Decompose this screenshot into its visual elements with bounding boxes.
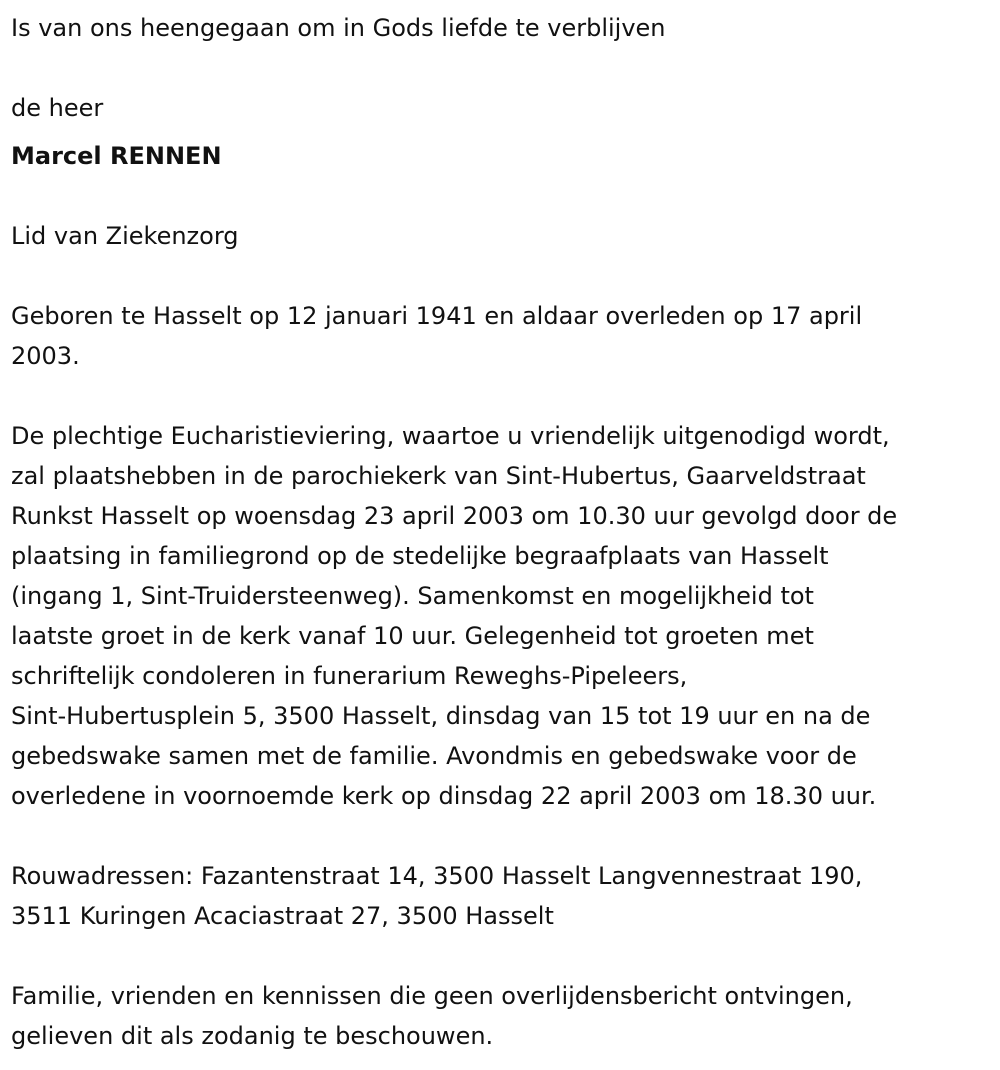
spacer xyxy=(11,936,980,976)
ceremony-paragraph xyxy=(11,416,980,816)
spacer xyxy=(11,48,980,88)
spacer xyxy=(11,176,980,216)
ceremony-line: plaatsing in familiegrond op de stedelijke begraafplaats van Hasselt xyxy=(11,542,829,570)
membership-line: Lid van Ziekenzorg xyxy=(11,222,239,250)
mourning-addresses-paragraph xyxy=(11,856,980,936)
deceased-name: Marcel RENNEN xyxy=(11,142,222,170)
ceremony-line: overledene in voornoemde kerk op dinsdag 22 april 2003 om 18.30 uur. xyxy=(11,782,877,810)
ceremony-line: (ingang 1, Sint-Truidersteenweg). Samenkomst en mogelijkheid tot xyxy=(11,582,814,610)
honorific-title: de heer xyxy=(11,94,104,122)
ceremony-line: gebedswake samen met de familie. Avondmis en gebedswake voor de xyxy=(11,742,857,770)
birth-death-line: 2003. xyxy=(11,342,80,370)
spacer xyxy=(11,256,980,296)
address-line: Rouwadressen: Fazantenstraat 14, 3500 Hasselt Langvennestraat 190, xyxy=(11,862,863,890)
closing-line: gelieven dit als zodanig te beschouwen. xyxy=(11,1022,494,1050)
ceremony-line: schriftelijk condoleren in funerarium Reweghs-Pipeleers, xyxy=(11,662,688,690)
spacer xyxy=(11,816,980,856)
ceremony-line: zal plaatshebben in de parochiekerk van Sint-Hubertus, Gaarveldstraat xyxy=(11,462,866,490)
ceremony-line: Runkst Hasselt op woensdag 23 april 2003 om 10.30 uur gevolgd door de xyxy=(11,502,898,530)
closing-paragraph xyxy=(11,976,980,1056)
ceremony-line: De plechtige Eucharistieviering, waartoe u vriendelijk uitgenodigd wordt, xyxy=(11,422,890,450)
intro-line: Is van ons heengegaan om in Gods liefde te verblijven xyxy=(11,14,666,42)
spacer xyxy=(11,376,980,416)
birth-death-paragraph xyxy=(11,296,980,376)
ceremony-line: Sint-Hubertusplein 5, 3500 Hasselt, dinsdag van 15 tot 19 uur en na de xyxy=(11,702,871,730)
address-line: 3511 Kuringen Acaciastraat 27, 3500 Hasselt xyxy=(11,902,554,930)
birth-death-line: Geboren te Hasselt op 12 januari 1941 en aldaar overleden op 17 april xyxy=(11,302,863,330)
closing-line: Familie, vrienden en kennissen die geen overlijdensbericht ontvingen, xyxy=(11,982,853,1010)
ceremony-line: laatste groet in de kerk vanaf 10 uur. Gelegenheid tot groeten met xyxy=(11,622,814,650)
